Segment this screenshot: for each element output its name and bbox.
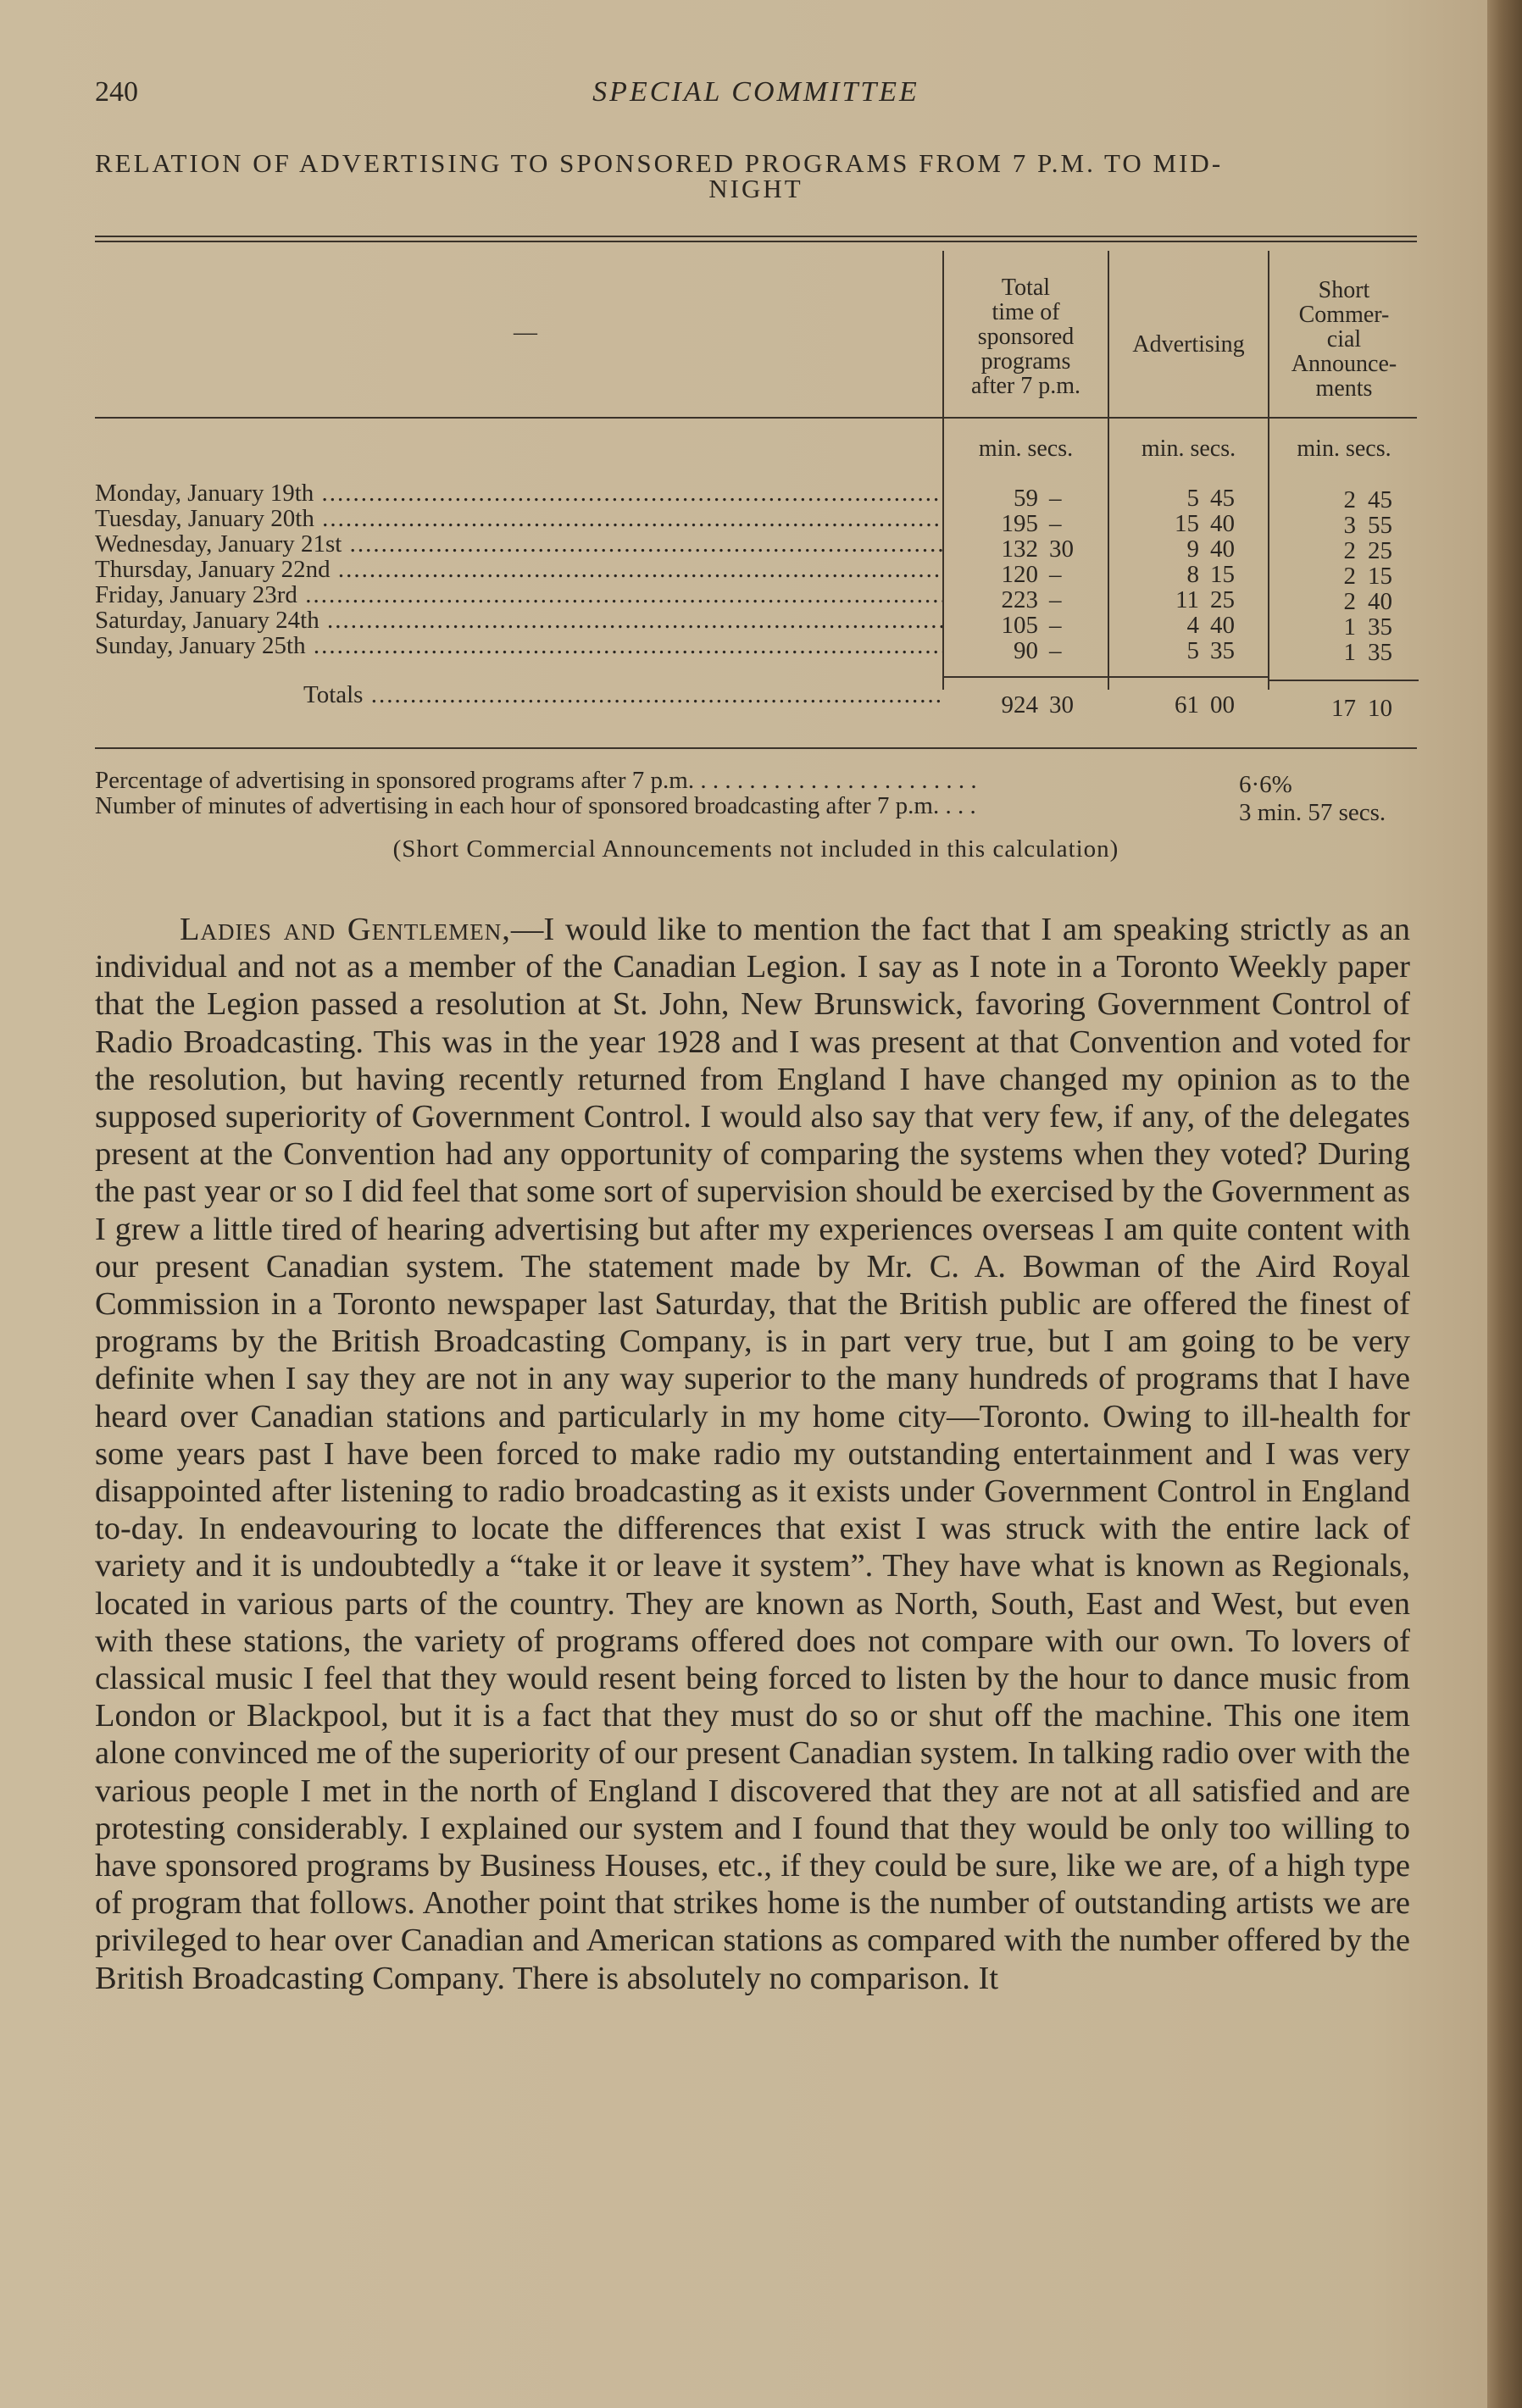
cell-total-sec: –	[1049, 612, 1062, 639]
cell-total-min: 132	[1001, 535, 1038, 563]
totals-rule-advertising	[1108, 676, 1269, 678]
col-header-total-line: programs	[980, 348, 1071, 375]
cell-sca-min: 2	[1343, 588, 1356, 615]
totals-label: Totals .....	[303, 681, 942, 709]
col-header-sca-line: Announce-	[1291, 351, 1397, 377]
cell-sca-min: 2	[1343, 563, 1356, 590]
totals-total-min: 924	[1001, 691, 1038, 719]
cell-sca-min: 2	[1343, 486, 1356, 513]
col-header-total-line: Total	[1001, 275, 1051, 301]
row-label: Thursday, January 22nd .....	[95, 556, 942, 584]
cell-sca-sec: 35	[1368, 639, 1392, 666]
minutes-label: Number of minutes of advertising in each hour of sponsored broadcasting after 7 p.m. . . .	[95, 792, 976, 819]
col-header-sca-line: ments	[1315, 375, 1373, 402]
cell-total-sec: –	[1049, 485, 1062, 512]
table-title-line-2: NIGHT	[708, 174, 803, 203]
row-label: Tuesday, January 20th .....	[95, 505, 942, 533]
col-header-sca-line: cial	[1326, 326, 1362, 352]
page-header	[95, 76, 1417, 119]
cell-adv-min: 8	[1186, 561, 1199, 588]
cell-sca-sec: 40	[1368, 588, 1392, 615]
cell-total-sec: –	[1049, 510, 1062, 537]
table-title	[95, 148, 1417, 203]
totals-sca-sec: 10	[1368, 695, 1392, 722]
table-top-rule-2	[95, 241, 1417, 242]
totals-adv-sec: 00	[1210, 691, 1235, 719]
cell-sca-sec: 15	[1368, 563, 1392, 590]
cell-adv-min: 5	[1186, 637, 1199, 664]
body-text: —I would like to mention the fact that I am speaking strictly as an individual and not as a member of the Canadian Legion. I say as I note in a Toronto Weekly paper that the Legion passed a resolution at St. John, New Brunswick, favoring Government Control of Radio Broadcasting. This was in the year 1928 and I was present at that Convention and voted for the resolution, but having recently returned from England I have changed my opinion as to the supposed superiority of Government Control. I would also say that very few, if any, of the delegates present at the Convention had any opportunity of comparing the systems when they voted? During the past year or so I did feel that some sort of supervision should be exercised by the Government as I grew a little tired of hearing advertising but after my experiences overseas I am quite content with our present Canadian system. The statement made by Mr. C. A. Bowman of the Aird Royal Commission in a Toronto newspaper last Saturday, that the British public are offered the finest of programs by the British Broadcasting Company, is in part very true, but I am going to be very definite when I say they are not in any way superior to the many hundreds of programs that I have heard over Canadian stations and particularly in my home city—Toronto. Owing to ill-health for some years past I have been forced to make radio my outstanding entertainment and I was very disappointed after listening to radio broadcasting as it exists under Government Control in England to-day. In endeavouring to locate the differences that exist I was struck with the entire lack of variety and it is undoubtedly a “take it or leave it system”. They have what is known as Regionals, located in various parts of the country. They are known as North, South, East and West, but even with these stations, the variety of programs offered does not compare with our own. To lovers of classical music I feel that they would resent being forced to listen by the hour to dance music from London or Blackpool, but it is a fact that they must do so or shut off the machine. This one item alone convinced me of the superiority of our present Canadian system. In talking radio over with the various people I met in the north of England I discovered that they are not at all satisfied and are protesting considerably. I explained our system and I found that they would be only too willing to have sponsored programs by Business Houses, etc., if they could be sure, like we are, of a high type of program that follows. Another point that strikes home is the number of outstanding artists we are privileged to hear over Canadian and American stations as compared with the number offered by the British Broadcasting Company. There is absolutely no comparison. It	[95, 912, 1410, 1996]
body-paragraph	[95, 911, 1410, 1997]
cell-adv-sec: 45	[1210, 485, 1235, 512]
col-header-total	[944, 275, 1108, 398]
page-number: 240	[95, 76, 138, 108]
cell-total-min: 120	[1001, 561, 1038, 588]
row-label: Friday, January 23rd .....	[95, 581, 942, 609]
cell-total-min: 105	[1001, 612, 1038, 639]
cell-adv-sec: 25	[1210, 586, 1235, 613]
cell-adv-sec: 40	[1210, 612, 1235, 639]
units-short-commercial: min. secs.	[1297, 436, 1391, 462]
totals-total-sec: 30	[1049, 691, 1074, 719]
cell-sca-min: 2	[1343, 537, 1356, 564]
stub-header: —	[514, 319, 537, 346]
totals-rule-sca	[1268, 680, 1419, 681]
cell-total-min: 90	[1014, 637, 1038, 664]
minutes-value: 3 min. 57 secs.	[1239, 799, 1386, 826]
col-header-short-commercial	[1269, 278, 1419, 401]
cell-total-sec: –	[1049, 586, 1062, 613]
cell-sca-sec: 55	[1368, 512, 1392, 539]
cell-sca-sec: 45	[1368, 486, 1392, 513]
header-rule	[95, 417, 1417, 419]
row-label: Saturday, January 24th .....	[95, 607, 942, 635]
cell-sca-sec: 35	[1368, 613, 1392, 641]
cell-sca-min: 3	[1343, 512, 1356, 539]
units-advertising: min. secs.	[1141, 436, 1236, 462]
cell-sca-min: 1	[1343, 613, 1356, 641]
cell-total-sec: –	[1049, 637, 1062, 664]
cell-adv-sec: 40	[1210, 510, 1235, 537]
page-edge-shadow	[1487, 0, 1522, 2408]
row-label: Monday, January 19th .....	[95, 480, 942, 508]
cell-adv-sec: 15	[1210, 561, 1235, 588]
table-top-rule	[95, 236, 1417, 237]
table-bottom-rule	[95, 747, 1417, 749]
exclusion-note: (Short Commercial Announcements not included in this calculation)	[392, 835, 1119, 863]
row-label: Wednesday, January 21st .....	[95, 530, 942, 558]
cell-total-min: 59	[1014, 485, 1038, 512]
percentage-value: 6·6%	[1239, 771, 1292, 798]
percentage-label: Percentage of advertising in sponsored programs after 7 p.m. . . . . . . . . . . . . . . . . . . . . . . .	[95, 767, 977, 794]
totals-rule-total	[942, 676, 1109, 678]
cell-adv-min: 9	[1186, 535, 1199, 563]
totals-sca-min: 17	[1331, 695, 1356, 722]
col-header-advertising: Advertising	[1132, 331, 1245, 358]
col-header-total-line: sponsored	[977, 324, 1075, 350]
cell-sca-sec: 25	[1368, 537, 1392, 564]
cell-total-sec: 30	[1049, 535, 1074, 563]
table-title-line-1: RELATION OF ADVERTISING TO SPONSORED PROGRAMS FROM 7 P.M. TO MID-	[95, 148, 1224, 178]
cell-total-min: 195	[1001, 510, 1038, 537]
cell-adv-sec: 35	[1210, 637, 1235, 664]
col-header-total-line: time of	[992, 299, 1060, 325]
cell-adv-min: 5	[1186, 485, 1199, 512]
col-header-sca-line: Short	[1318, 277, 1370, 303]
col-divider-2	[1108, 251, 1109, 690]
col-header-sca-line: Commer-	[1298, 302, 1390, 328]
cell-adv-min: 11	[1175, 586, 1199, 613]
salutation: Ladies and Gentlemen,	[180, 912, 511, 947]
running-head: SPECIAL COMMITTEE	[592, 76, 919, 108]
cell-sca-min: 1	[1343, 639, 1356, 666]
cell-total-min: 223	[1001, 586, 1038, 613]
row-label: Sunday, January 25th .....	[95, 632, 942, 660]
totals-adv-min: 61	[1175, 691, 1199, 719]
cell-adv-min: 15	[1175, 510, 1199, 537]
cell-total-sec: –	[1049, 561, 1062, 588]
col-header-total-line: after 7 p.m.	[970, 373, 1081, 399]
cell-adv-sec: 40	[1210, 535, 1235, 563]
units-total: min. secs.	[978, 436, 1074, 462]
cell-adv-min: 4	[1186, 612, 1199, 639]
